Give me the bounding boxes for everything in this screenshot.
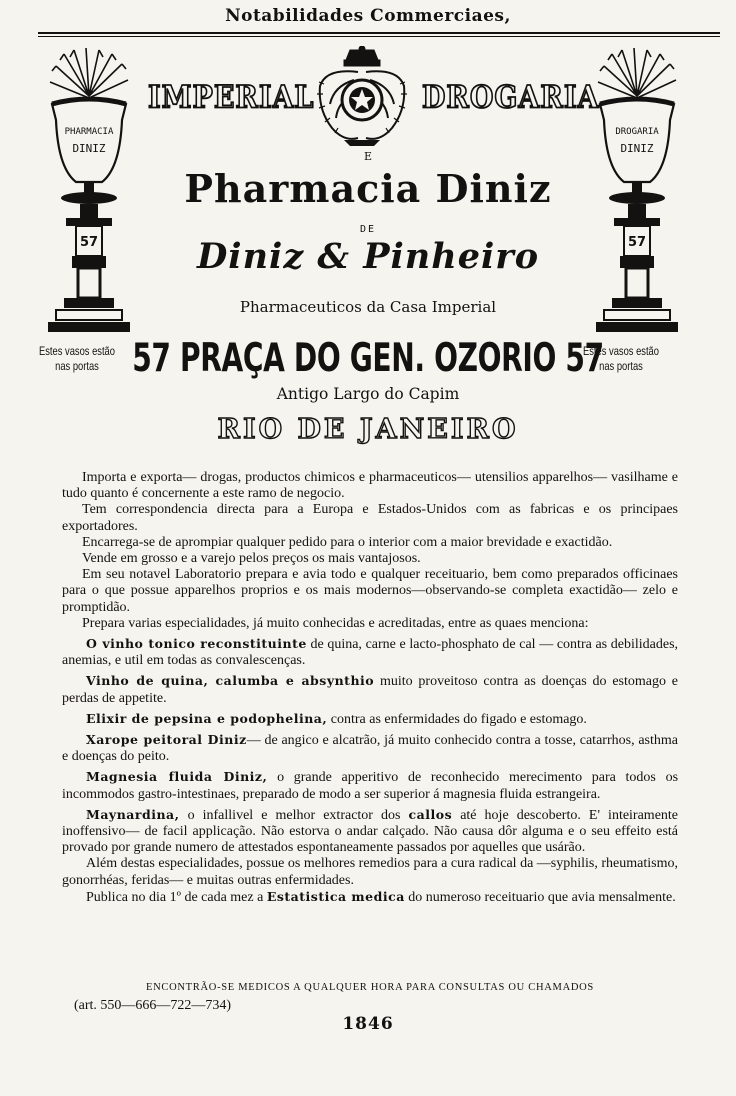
- page-number: 1846: [342, 1014, 394, 1034]
- product-entry: [62, 732, 678, 765]
- product-description: o infallivel e melhor extractor dos: [187, 807, 401, 823]
- paragraph: Importa e exporta— drogas, productos chimicos e pharmaceuticos— utensilios apparelhos— vasilhame e tudo quanto é concernente a este ramo de negocio.: [62, 470, 678, 502]
- title-drogaria: DROGARIA: [422, 79, 600, 116]
- vase-caption-line: nas portas: [599, 359, 643, 373]
- shop-name: Pharmacia Diniz: [184, 166, 552, 211]
- product-name: Xarope peitoral Diniz: [86, 732, 247, 748]
- doctors-available-note: ENCONTRÃO-SE MEDICOS A QUALQUER HORA PARA CONSULTAS OU CHAMADOS: [146, 982, 594, 993]
- product-entry: [62, 807, 678, 857]
- product-keyword: callos: [408, 806, 453, 822]
- paragraph: Além destas especialidades, possue os melhores remedios para a cura radical da —syphilis, rheumatismo, gonorrhéas, feridas— e muitas outras enfermidades.: [62, 856, 678, 888]
- running-head: Notabilidades Commerciaes,: [225, 6, 511, 26]
- paragraph: Tem correspondencia directa para a Europa e Estados-Unidos com as fabricas e os principaes exportadores.: [62, 502, 678, 534]
- conjunction: E: [363, 150, 373, 163]
- vase-number-right: 57: [627, 235, 647, 250]
- product-description: contra as enfermidades do figado e estomago.: [330, 711, 587, 727]
- product-name: Vinho de quina, calumba e absynthio: [86, 673, 375, 689]
- vase-label-top-left: PHARMACIA: [64, 127, 114, 137]
- advertisement-body: [62, 470, 678, 906]
- header-rule: [38, 32, 720, 34]
- product-entry: [62, 769, 678, 802]
- paragraph: Em seu notavel Laboratorio prepara e avia todo e qualquer receituario, bem como preparados officinaes para o que possue apparelhos proprios e os mais modernos—observando-se completa exactidão— zelo e promptidão.: [62, 567, 678, 615]
- header-rule-thin: [38, 36, 720, 37]
- product-description: o grande apperitivo de reconhecido merecimento para todos os incommodos gastro-intestinaes, preparado de modo a ser superior á magnesia fluida estrangeira.: [62, 770, 679, 802]
- paragraph: Encarrega-se de aprompiar qualquer pedido para o interior com a maior brevidade e exactidão.: [82, 534, 613, 550]
- product-name: Magnesia fluida Diniz,: [86, 769, 268, 785]
- product-entry: [62, 673, 678, 706]
- title-imperial: IMPERIAL: [148, 79, 315, 116]
- paragraph: [62, 889, 678, 906]
- statistics-text: do numeroso receituario que avia mensalmente.: [408, 889, 676, 905]
- paragraph: Vende em grosso e a varejo pelos preços os mais vantajosos.: [82, 551, 421, 567]
- vase-label-bottom-left: DINIZ: [72, 142, 106, 155]
- product-name: Maynardina,: [86, 806, 180, 822]
- pharmacists-line: Pharmaceuticos da Casa Imperial: [239, 298, 497, 316]
- product-description: de quina, carne e lacto-phosphato de cal — contra as debilidades, anemias, e util em todas as convalescenças.: [62, 637, 679, 669]
- street-address: 57 PRAÇA DO GEN. OZORIO 57: [132, 336, 604, 381]
- product-description: — de angico e alcatrão, já muito conhecido contra a tosse, catarrhos, asthma e doenças do peito.: [62, 733, 678, 765]
- imperial-crest-icon: [314, 46, 410, 152]
- product-entry: [62, 636, 678, 669]
- product-description: até hoje descoberto. E' inteiramente inoffensivo— de facil applicação. Não estorva o andar calçado. Não causa dôr alguma e o seu effeito está provado por grande numero de attestados espontaneamente passados por aquelles que usárão.: [62, 807, 679, 856]
- vase-label-bottom-right: DINIZ: [620, 142, 654, 155]
- former-square-name: Antigo Largo do Capim: [276, 385, 460, 403]
- product-name: O vinho tonico reconstituinte: [86, 636, 307, 652]
- vase-caption-line: Estes vasos estão: [583, 344, 659, 358]
- firm-name: Diniz & Pinheiro: [196, 236, 540, 277]
- vase-label-top-right: DROGARIA: [615, 127, 659, 137]
- vase-caption-line: Estes vasos estão: [39, 344, 115, 358]
- statistics-title: Estatistica medica: [266, 888, 405, 904]
- product-name: Elixir de pepsina e podophelina,: [86, 710, 328, 726]
- statistics-text: Publica no dia 1º de cada mez a: [86, 889, 264, 905]
- vase-number-left: 57: [79, 235, 99, 250]
- product-description: muito proveitoso contra as doenças do estomago e perdas de appetite.: [62, 674, 678, 706]
- paragraph: Prepara varias especialidades, já muito conhecidas e acreditadas, entre as quaes menciona:: [82, 615, 589, 631]
- preposition-de: DE: [359, 224, 377, 235]
- city-name: RIO DE JANEIRO: [217, 414, 519, 445]
- product-entry: [62, 711, 678, 728]
- vase-caption-line: nas portas: [55, 359, 99, 373]
- article-reference: (art. 550—666—722—734): [74, 998, 232, 1013]
